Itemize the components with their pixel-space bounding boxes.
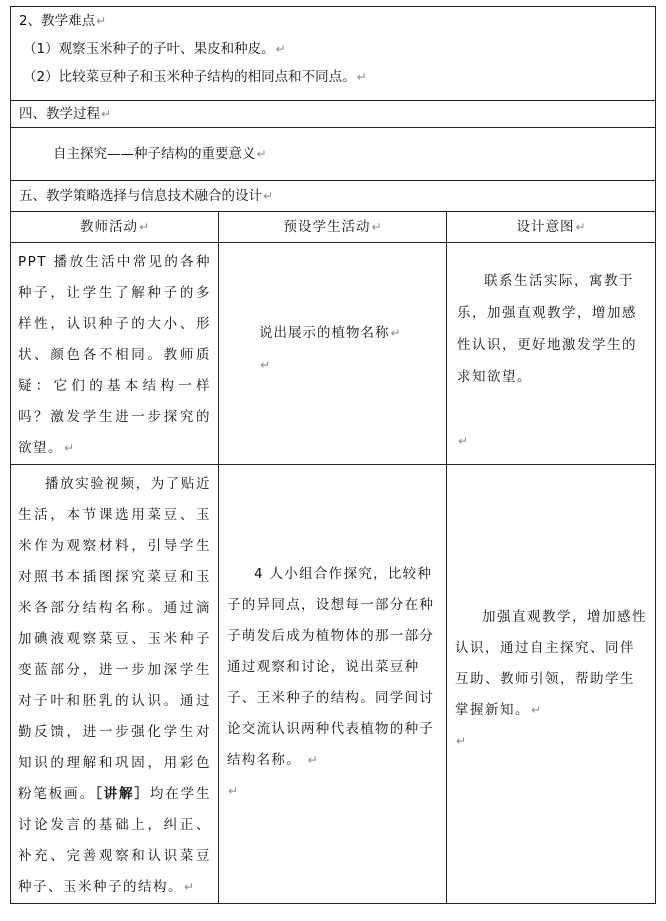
strategy-heading: 五、教学策略选择与信息技术融合的设计↵ [19, 188, 274, 204]
teacher-activity-text: 播放实验视频，为了贴近生活，本节课选用菜豆、玉米作为观察材料，引导学生对照书本插图探究菜豆和玉米各部分结构名称。通过滴加碘液观察菜豆、玉米种子变蓝部分，进一步加深学生对子叶和胚乳的认识。通过勤反馈，进一步强化学生对知识的理解和巩固，用彩色粉笔板画。［讲解］均在学生讨论发言的基础上，纠正、补充、完善观察和认识菜豆种子、玉米种子的结构。↵ [18, 476, 212, 895]
strategy-cell [11, 181, 656, 212]
design-intent-text: 加强直观教学，增加感性认识，通过自主探究、同伴互助、教师引领，帮助学生掌握新知。↵ ↵ [455, 609, 647, 748]
design-intent-cell [447, 243, 656, 465]
process-row [11, 101, 656, 128]
design-intent-text: 联系生活实际，寓教于乐，加强直观教学，增加感性认识，更好地激发学生的求知欲望。 ↵ [457, 273, 637, 448]
student-activity-text: 说出展示的植物名称↵ ↵ [259, 325, 402, 372]
strategy-row [11, 181, 656, 212]
lesson-plan-table [10, 6, 656, 904]
column-header-teacher: 教师活动↵ [11, 212, 219, 243]
difficulty-row [11, 7, 656, 101]
teacher-activity-bold-label: ［讲解］ [94, 786, 150, 802]
process-cell [11, 101, 656, 128]
teacher-activity-cell [11, 465, 219, 904]
column-header-intent: 设计意图↵ [447, 212, 656, 243]
topic-row [11, 128, 656, 181]
teacher-activity-text: PPT 播放生活中常见的各种种子，让学生了解种子的多样性，认识种子的大小、形状、颜色各不相同。教师质疑：它们的基本结构一样吗？激发学生进一步探究的欲望。↵ [18, 254, 211, 456]
table-row [11, 465, 656, 904]
topic-cell [11, 128, 656, 181]
difficulty-heading: 2、教学难点↵ [19, 13, 107, 29]
student-activity-text: 4 人小组合作探究，比较种子的异同点，设想每一部分在种子萌发后成为植物体的那一部分 通过观察和讨论，说出菜豆种子、王米种子的结构。同学间讨论交流认识两种代表植物的种子结构名称。 ↵ ↵ [227, 566, 435, 798]
process-heading: 四、教学过程↵ [19, 106, 112, 122]
column-header-row [11, 212, 656, 243]
student-activity-cell [219, 465, 447, 904]
design-intent-cell [447, 465, 656, 904]
topic-text: 自主探究——种子结构的重要意义↵ [53, 146, 267, 162]
difficulty-item-1: （1）观察玉米种子的子叶、果皮和种皮。↵ [23, 41, 286, 57]
teacher-activity-cell [11, 243, 219, 465]
difficulty-cell [11, 7, 656, 101]
column-header-student: 预设学生活动↵ [219, 212, 447, 243]
student-activity-cell [219, 243, 447, 465]
table-row [11, 243, 656, 465]
difficulty-item-2: （2）比较菜豆种子和玉米种子结构的相同点和不同点。↵ [23, 69, 367, 85]
